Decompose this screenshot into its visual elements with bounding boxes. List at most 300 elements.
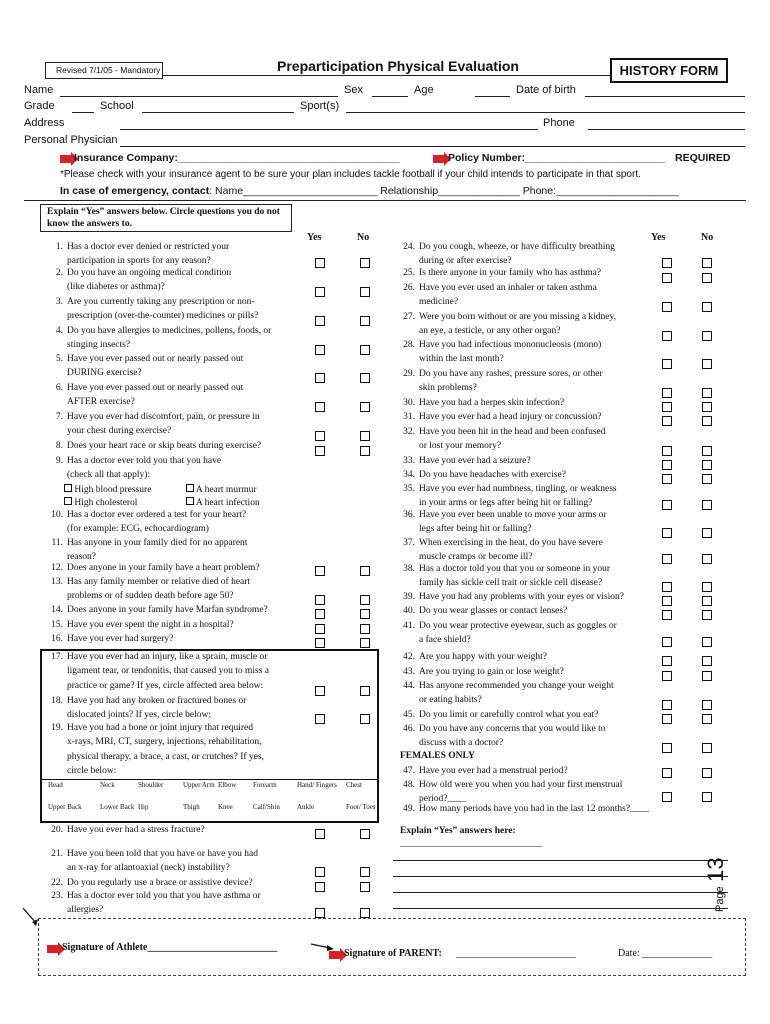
question-text: Has a doctor ever told you that you have: [67, 456, 222, 466]
question-text: a face shield?: [419, 635, 471, 646]
no-checkbox[interactable]: [360, 431, 370, 441]
yes-checkbox[interactable]: [315, 566, 325, 576]
question-text: allergies?: [67, 905, 104, 916]
checkbox[interactable]: [186, 484, 194, 492]
no-checkbox[interactable]: [360, 566, 370, 576]
body-part[interactable]: Thigh: [183, 803, 200, 811]
condition-label: A heart murmur: [195, 485, 257, 495]
question-number: 30.: [403, 398, 415, 408]
question-text: muscle cramps or become ill?: [419, 552, 533, 563]
no-checkbox[interactable]: [702, 792, 712, 802]
question-text: Have you ever been unable to move your arms or: [419, 510, 607, 520]
question-text: Has anyone in your family died for no apparent: [67, 538, 248, 548]
question-text: Have you ever had a head injury or concussion?: [419, 412, 602, 422]
question-number: 15.: [51, 620, 63, 630]
condition-label: A heart infection: [195, 498, 260, 508]
question-number: 10.: [51, 510, 63, 520]
injury-box: [40, 649, 379, 823]
physician-label: Personal Physician: [24, 134, 118, 146]
no-checkbox[interactable]: [702, 446, 712, 456]
question-text: Have you had any broken or fractured bones or: [67, 696, 247, 706]
sex-field[interactable]: [372, 96, 408, 97]
question-text: Has anyone recommended you change your weight: [419, 681, 614, 691]
arrow-icon: [47, 945, 59, 953]
question-text: Have you ever had discomfort, pain, or pressure in: [67, 412, 260, 422]
question-text: Are you trying to gain or lose weight?: [419, 667, 564, 677]
no-checkbox[interactable]: [360, 624, 370, 634]
yes-checkbox[interactable]: [662, 596, 672, 606]
no-checkbox[interactable]: [702, 331, 712, 341]
no-checkbox[interactable]: [360, 908, 370, 918]
question-text: circle below:: [67, 765, 117, 776]
yes-header-right: Yes: [651, 232, 666, 243]
no-checkbox[interactable]: [702, 743, 712, 753]
yes-checkbox[interactable]: [662, 402, 672, 412]
page-number-value: 13: [703, 857, 728, 882]
sex-label: Sex: [344, 84, 363, 96]
explain-label: Explain “Yes” answers here:: [400, 826, 516, 836]
yes-checkbox[interactable]: [315, 829, 325, 839]
question-text: prescription (over-the-counter) medicines or pills?: [67, 311, 259, 322]
no-checkbox[interactable]: [702, 388, 712, 398]
insurance-company[interactable]: Insurance Company:______________________________________: [74, 152, 400, 164]
arrow-icon: [60, 155, 72, 163]
question-text: Have you had a herpes skin infection?: [419, 398, 565, 408]
females-only-label: FEMALES ONLY: [400, 751, 475, 761]
no-checkbox[interactable]: [702, 460, 712, 470]
question-text: Do you have headaches with exercise?: [419, 470, 566, 480]
question-text: Does anyone in your family have Marfan syndrome?: [67, 605, 268, 615]
explain-underline: ______________________________: [400, 839, 543, 849]
yes-checkbox[interactable]: [315, 345, 325, 355]
question-text: period?____: [419, 794, 467, 805]
question-text: Have you had a bone or joint injury that required: [67, 723, 253, 733]
yes-checkbox[interactable]: [315, 609, 325, 619]
question-number: 31.: [403, 412, 415, 422]
yes-checkbox[interactable]: [662, 359, 672, 369]
question-text: Have you ever passed out or nearly passed out: [67, 383, 244, 393]
divider: [24, 200, 746, 201]
question-text: practice or game? If yes, circle affected area below:: [67, 680, 264, 691]
question-text: Were you born without or are you missing a kidney,: [419, 312, 617, 322]
no-checkbox[interactable]: [702, 637, 712, 647]
no-checkbox[interactable]: [360, 258, 370, 268]
question-text: during or after exercise?: [419, 256, 512, 267]
emergency-fields[interactable]: : Name_______________________ Relationship______________ Phone:_____________________: [209, 185, 679, 197]
yes-checkbox[interactable]: [662, 273, 672, 283]
question-text: an eye, a testicle, or any other organ?: [419, 326, 561, 337]
question-number: 29.: [403, 369, 415, 379]
yes-checkbox[interactable]: [662, 656, 672, 666]
question-number: 34.: [403, 470, 415, 480]
address-field[interactable]: [120, 129, 538, 130]
school-field[interactable]: [142, 112, 294, 113]
question-number: 13.: [51, 577, 63, 587]
question-number: 14.: [51, 605, 63, 615]
question-text: (check all that apply):: [67, 470, 151, 481]
condition-label: High blood pressure: [74, 485, 152, 495]
page-label: Page: [714, 886, 726, 912]
question-text: Does your heart race or skip beats during exercise?: [67, 441, 262, 451]
name-field[interactable]: [60, 96, 338, 97]
no-checkbox[interactable]: [702, 671, 712, 681]
sports-field[interactable]: [346, 112, 745, 113]
question-number: 28.: [403, 340, 415, 350]
phone-label: Phone: [543, 117, 575, 129]
phone-field[interactable]: [588, 129, 745, 130]
body-part[interactable]: Ankle: [297, 803, 315, 811]
question-number: 25.: [403, 268, 415, 278]
question-text: Have you had any problems with your eyes or vision?: [419, 592, 624, 602]
grade-field[interactable]: [72, 112, 94, 113]
question-number: 22.: [51, 878, 63, 888]
no-checkbox[interactable]: [360, 867, 370, 877]
yes-checkbox[interactable]: [662, 768, 672, 778]
question-number: 32.: [403, 427, 415, 437]
condition-item[interactable]: [64, 497, 137, 510]
address-label: Address: [24, 117, 65, 129]
physician-field[interactable]: [120, 146, 745, 147]
body-part[interactable]: Shoulder: [138, 781, 164, 789]
date-field[interactable]: Date: ______________: [618, 948, 713, 959]
question-number: 1.: [55, 242, 63, 252]
question-text: Have you ever passed out or nearly passed out: [67, 354, 244, 364]
yes-checkbox[interactable]: [662, 302, 672, 312]
no-checkbox[interactable]: [360, 345, 370, 355]
checkbox[interactable]: [64, 484, 72, 492]
no-checkbox[interactable]: [702, 554, 712, 564]
yes-checkbox[interactable]: [662, 582, 672, 592]
question-number: 17.: [51, 652, 63, 662]
yes-checkbox[interactable]: [315, 638, 325, 648]
question-text: How old were you when you had your first menstrual: [419, 780, 623, 790]
question-number: 46.: [403, 724, 415, 734]
question-number: 12.: [51, 563, 63, 573]
no-header-right: No: [701, 232, 714, 243]
question-number: 24.: [403, 242, 415, 252]
question-number: 36.: [403, 510, 415, 520]
question-text: How many periods have you had in the last 12 months?____: [419, 804, 650, 814]
question-number: 8.: [55, 441, 63, 451]
question-text: Do you wear protective eyewear, such as goggles or: [419, 621, 617, 631]
no-checkbox[interactable]: [702, 416, 712, 426]
yes-checkbox[interactable]: [662, 500, 672, 510]
question-text: x-rays, MRI, CT, surgery, injections, rehabilitation,: [67, 737, 262, 748]
question-number: 4.: [55, 326, 63, 336]
yes-checkbox[interactable]: [315, 908, 325, 918]
question-number: 2.: [55, 268, 63, 278]
question-text: Has a doctor ever ordered a test for your heart?: [67, 510, 247, 520]
no-checkbox[interactable]: [360, 882, 370, 892]
no-checkbox[interactable]: [360, 287, 370, 297]
yes-checkbox[interactable]: [315, 595, 325, 605]
question-number: 9.: [55, 456, 63, 466]
no-header-left: No: [357, 232, 370, 243]
question-text: Do you have any concerns that you would like to: [419, 724, 606, 734]
no-checkbox[interactable]: [702, 714, 712, 724]
question-text: medicine?: [419, 297, 459, 308]
body-part[interactable]: Lower Back: [100, 803, 135, 811]
question-text: Has any family member or relative died of heart: [67, 577, 251, 587]
question-number: 16.: [51, 634, 63, 644]
question-number: 47.: [403, 766, 415, 776]
no-checkbox[interactable]: [702, 402, 712, 412]
yes-checkbox[interactable]: [662, 671, 672, 681]
condition-label: High cholesterol: [74, 498, 138, 508]
yes-checkbox[interactable]: [662, 714, 672, 724]
question-number: 26.: [403, 283, 415, 293]
question-number: 19.: [51, 723, 63, 733]
instructions: Explain “Yes” answers below. Circle questions you do not know the answers to.: [40, 204, 292, 232]
question-number: 27.: [403, 312, 415, 322]
no-checkbox[interactable]: [702, 528, 712, 538]
question-text: Do you wear glasses or contact lenses?: [419, 606, 568, 616]
question-text: within the last month?: [419, 354, 504, 365]
question-text: Have you ever used an inhaler or taken asthma: [419, 283, 597, 293]
explain-line[interactable]: [393, 892, 728, 893]
policy-number[interactable]: Policy Number:________________________: [448, 152, 666, 164]
question-number: 21.: [51, 849, 63, 859]
question-number: 18.: [51, 696, 63, 706]
question-number: 43.: [403, 667, 415, 677]
no-checkbox[interactable]: [360, 638, 370, 648]
question-text: discuss with a doctor?: [419, 738, 504, 749]
question-text: Has a doctor told you that you or someone in your: [419, 564, 611, 574]
body-part[interactable]: Chest: [346, 781, 362, 789]
age-label: Age: [414, 84, 434, 96]
body-part[interactable]: Upper Back: [48, 803, 82, 811]
no-checkbox[interactable]: [360, 446, 370, 456]
yes-checkbox[interactable]: [662, 446, 672, 456]
yes-checkbox[interactable]: [662, 528, 672, 538]
question-number: 39.: [403, 592, 415, 602]
yes-checkbox[interactable]: [662, 416, 672, 426]
question-text: AFTER exercise?: [67, 397, 135, 408]
yes-checkbox[interactable]: [662, 743, 672, 753]
yes-checkbox[interactable]: [315, 258, 325, 268]
question-number: 44.: [403, 681, 415, 691]
body-part[interactable]: Knee: [218, 803, 233, 811]
sports-label: Sport(s): [300, 100, 340, 112]
school-label: School: [100, 100, 134, 112]
condition-item[interactable]: [64, 484, 151, 497]
question-text: Have you been hit in the head and been confused: [419, 427, 606, 437]
no-checkbox[interactable]: [702, 768, 712, 778]
question-text: Does anyone in your family have a heart problem?: [67, 563, 260, 573]
no-checkbox[interactable]: [702, 500, 712, 510]
parent-signature-line[interactable]: ________________________: [456, 948, 576, 959]
question-text: or eating habits?: [419, 695, 482, 706]
no-checkbox[interactable]: [702, 582, 712, 592]
question-text: Have you been told that you have or have you had: [67, 849, 258, 859]
yes-checkbox[interactable]: [315, 867, 325, 877]
question-text: Have you ever had a stress fracture?: [67, 825, 205, 835]
body-part[interactable]: Hip: [138, 803, 149, 811]
no-checkbox[interactable]: [702, 656, 712, 666]
question-text: legs after being hit or falling?: [419, 524, 532, 535]
yes-checkbox[interactable]: [662, 554, 672, 564]
dob-field[interactable]: [585, 96, 745, 97]
question-text: Do you regularly use a brace or assistive device?: [67, 878, 253, 888]
explain-line[interactable]: [393, 876, 728, 877]
question-text: (like diabetes or asthma)?: [67, 282, 165, 293]
question-number: 41.: [403, 621, 415, 631]
body-part[interactable]: Calf/Shin: [253, 803, 280, 811]
yes-checkbox[interactable]: [315, 624, 325, 634]
checkbox[interactable]: [186, 497, 194, 505]
question-number: 11.: [51, 538, 63, 548]
explain-line[interactable]: [393, 908, 728, 909]
page-number: [703, 857, 729, 912]
question-text: Do you limit or carefully control what you eat?: [419, 710, 599, 720]
condition-item[interactable]: [186, 484, 257, 497]
question-text: Are you happy with your weight?: [419, 652, 547, 662]
question-text: reason?: [67, 552, 97, 563]
body-part[interactable]: Neck: [100, 781, 115, 789]
body-part[interactable]: Hand/ Fingers: [297, 781, 337, 789]
no-checkbox[interactable]: [702, 700, 712, 710]
question-text: Has a doctor ever denied or restricted your: [67, 242, 230, 252]
question-number: 40.: [403, 606, 415, 616]
revised-label: Revised 7/1/05 - Mandatory: [45, 62, 163, 79]
question-text: DURING exercise?: [67, 368, 142, 379]
insurance-note: *Please check with your insurance agent to be sure your plan includes tackle football if your child intends to participate in that sport.: [60, 169, 641, 180]
yes-checkbox[interactable]: [315, 287, 325, 297]
no-checkbox[interactable]: [702, 302, 712, 312]
no-checkbox[interactable]: [360, 316, 370, 326]
question-number: 49.: [403, 804, 415, 814]
question-text: Do you have an ongoing medical condition: [67, 268, 232, 278]
question-text: Have you ever had numbness, tingling, or weakness: [419, 484, 617, 494]
yes-checkbox[interactable]: [662, 792, 672, 802]
question-text: Have you ever had a menstrual period?: [419, 766, 568, 776]
page-title: Preparticipation Physical Evaluation: [277, 58, 519, 74]
question-number: 38.: [403, 564, 415, 574]
no-checkbox[interactable]: [360, 609, 370, 619]
question-text: Have you ever had a seizure?: [419, 456, 531, 466]
question-number: 23.: [51, 891, 63, 901]
dob-label: Date of birth: [516, 84, 576, 96]
yes-checkbox[interactable]: [315, 446, 325, 456]
yes-checkbox[interactable]: [315, 882, 325, 892]
yes-checkbox[interactable]: [662, 637, 672, 647]
question-text: skin problems?: [419, 383, 477, 394]
body-table-rule: [40, 779, 379, 780]
yes-checkbox[interactable]: [662, 460, 672, 470]
question-text: or lost your memory?: [419, 441, 502, 452]
question-text: Has a doctor ever told you that you have asthma or: [67, 891, 261, 901]
no-checkbox[interactable]: [702, 474, 712, 484]
question-text: participation in sports for any reason?: [67, 256, 211, 267]
question-text: an x-ray for atlantoaxial (neck) instability?: [67, 863, 230, 874]
body-part[interactable]: Elbow: [218, 781, 237, 789]
no-checkbox[interactable]: [360, 373, 370, 383]
question-text: in your arms or legs after being hit or falling?: [419, 498, 593, 509]
body-part[interactable]: Upper Arm: [183, 781, 215, 789]
emergency-contact[interactable]: [60, 185, 679, 197]
yes-checkbox[interactable]: [662, 700, 672, 710]
question-number: 42.: [403, 652, 415, 662]
question-text: physical therapy, a brace, a cast, or crutches? If yes,: [67, 751, 264, 762]
yes-checkbox[interactable]: [315, 316, 325, 326]
question-text: family has sickle cell trait or sickle cell disease?: [419, 578, 603, 589]
question-number: 3.: [55, 297, 63, 307]
question-text: ligament tear, or tendonitis, that caused you to miss a: [67, 666, 269, 677]
age-field[interactable]: [475, 96, 510, 97]
no-checkbox[interactable]: [702, 610, 712, 620]
yes-checkbox[interactable]: [315, 431, 325, 441]
condition-item[interactable]: [186, 497, 260, 510]
yes-checkbox[interactable]: [662, 331, 672, 341]
question-number: 6.: [55, 383, 63, 393]
required-label: REQUIRED: [675, 152, 731, 164]
checkbox[interactable]: [64, 497, 72, 505]
question-text: Have you ever had surgery?: [67, 634, 174, 644]
no-checkbox[interactable]: [702, 359, 712, 369]
question-text: Are you currently taking any prescription or non-: [67, 297, 255, 307]
question-text: Do you have allergies to medicines, pollens, foods, or: [67, 326, 272, 336]
yes-checkbox[interactable]: [662, 388, 672, 398]
question-number: 45.: [403, 710, 415, 720]
question-number: 7.: [55, 412, 63, 422]
name-label: Name: [24, 84, 54, 96]
arrow-icon: [433, 155, 445, 163]
question-text: Do you have any rashes, pressure sores, or other: [419, 369, 603, 379]
yes-checkbox[interactable]: [315, 402, 325, 412]
body-part[interactable]: Foot/ Toes: [346, 803, 376, 811]
emergency-label: In case of emergency, contact: [60, 185, 210, 197]
question-number: 33.: [403, 456, 415, 466]
body-part[interactable]: Head: [48, 781, 63, 789]
question-text: problems or of sudden death before age 50?: [67, 591, 234, 602]
grade-label: Grade: [24, 100, 55, 112]
yes-header-left: Yes: [307, 232, 322, 243]
question-number: 48.: [403, 780, 415, 790]
yes-checkbox[interactable]: [662, 610, 672, 620]
body-part[interactable]: Forearm: [253, 781, 277, 789]
question-text: When exercising in the heat, do you have severe: [419, 538, 603, 548]
question-text: Have you ever had an injury, like a sprain, muscle or: [67, 652, 268, 662]
question-number: 20.: [51, 825, 63, 835]
yes-checkbox[interactable]: [662, 258, 672, 268]
question-text: Do you cough, wheeze, or have difficulty breathing: [419, 242, 615, 252]
arrow-icon: [329, 951, 341, 959]
yes-checkbox[interactable]: [662, 474, 672, 484]
header-rule: [163, 75, 610, 76]
question-text: dislocated joints? If yes, circle below:: [67, 710, 212, 721]
no-checkbox[interactable]: [702, 596, 712, 606]
question-text: stinging insects?: [67, 340, 131, 351]
athlete-signature[interactable]: Signature of Athlete__________________________: [62, 942, 278, 953]
parent-signature-label: Signature of PARENT:: [344, 948, 442, 959]
arrow-pointer-icon: [20, 906, 42, 928]
question-number: 37.: [403, 538, 415, 548]
question-number: 5.: [55, 354, 63, 364]
explain-line[interactable]: [393, 860, 728, 861]
question-number: 35.: [403, 484, 415, 494]
question-text: Have you had infectious mononucleosis (mono): [419, 340, 602, 350]
question-text: Have you ever spent the night in a hospital?: [67, 620, 234, 630]
no-checkbox[interactable]: [702, 273, 712, 283]
question-text: your chest during exercise?: [67, 426, 172, 437]
no-checkbox[interactable]: [360, 595, 370, 605]
question-text: (for example: ECG, echocardiogram): [67, 524, 209, 535]
no-checkbox[interactable]: [360, 402, 370, 412]
no-checkbox[interactable]: [360, 829, 370, 839]
form-type-badge: HISTORY FORM: [610, 58, 728, 83]
no-checkbox[interactable]: [702, 258, 712, 268]
yes-checkbox[interactable]: [315, 373, 325, 383]
